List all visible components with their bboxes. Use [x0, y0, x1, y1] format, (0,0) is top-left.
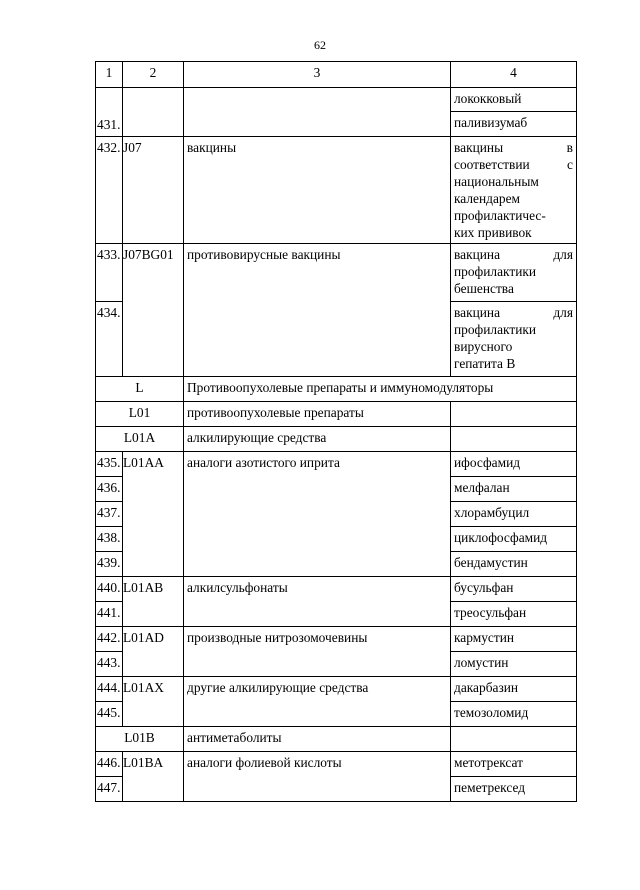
drug-text: для	[553, 247, 573, 262]
drug-cell: мелфалан	[451, 477, 577, 502]
drug-cell: паливизумаб	[451, 112, 577, 137]
section-row	[96, 727, 577, 752]
table-row	[96, 137, 577, 244]
drug-table	[95, 61, 577, 802]
drug-cell	[451, 302, 577, 377]
drug-text: гепатита В	[454, 356, 516, 371]
name-cell: противовирусные вакцины	[184, 244, 451, 377]
table-row	[96, 452, 577, 477]
drug-text: вирусного	[454, 339, 513, 354]
header-col-2: 2	[123, 62, 184, 88]
table-row	[96, 677, 577, 702]
drug-cell	[451, 137, 577, 244]
row-number-cell: 446.	[96, 752, 123, 777]
drug-text: профилактики	[454, 264, 537, 279]
drug-text: вакцина	[454, 247, 501, 262]
row-number-cell: 440.	[96, 577, 123, 602]
section-code-cell: L01A	[96, 427, 184, 452]
table-row	[96, 627, 577, 652]
row-number-label: 431.	[97, 117, 121, 132]
row-number-cell: 439.	[96, 552, 123, 577]
code-cell: L01AA	[123, 452, 184, 577]
drug-cell: дакарбазин	[451, 677, 577, 702]
drug-cell: хлорамбуцил	[451, 502, 577, 527]
drug-text: вакцины	[454, 140, 504, 155]
row-number-cell: 434.	[96, 302, 123, 377]
row-number-cell: 443.	[96, 652, 123, 677]
table-row	[96, 88, 577, 112]
section-title-cell: алкилирующие средства	[184, 427, 451, 452]
row-number-cell: 432.	[96, 137, 123, 244]
section-title-cell: антиметаболиты	[184, 727, 451, 752]
drug-text: в	[566, 140, 573, 155]
row-number-cell: 438.	[96, 527, 123, 552]
code-cell: L01AB	[123, 577, 184, 627]
code-cell: L01AX	[123, 677, 184, 727]
drug-text: национальным	[454, 174, 539, 189]
code-cell: L01AD	[123, 627, 184, 677]
drug-cell: ифосфамид	[451, 452, 577, 477]
section-code-cell: L	[96, 377, 184, 402]
table-row	[96, 244, 577, 302]
name-cell: производные нитрозомочевины	[184, 627, 451, 677]
drug-text: соответствии	[454, 157, 530, 172]
section-row	[96, 427, 577, 452]
table-header-row	[96, 62, 577, 88]
section-row	[96, 402, 577, 427]
name-cell: аналоги фолиевой кислоты	[184, 752, 451, 802]
drug-cell: кармустин	[451, 627, 577, 652]
code-cell: J07BG01	[123, 244, 184, 377]
row-number-cell: 437.	[96, 502, 123, 527]
name-cell: другие алкилирующие средства	[184, 677, 451, 727]
empty-cell	[451, 427, 577, 452]
section-row	[96, 377, 577, 402]
drug-cell: ломустин	[451, 652, 577, 677]
drug-text: ких прививок	[454, 225, 532, 240]
drug-text: календарем	[454, 191, 521, 206]
header-col-3: 3	[184, 62, 451, 88]
row-number-cell: 441.	[96, 602, 123, 627]
row-number-cell: 433.	[96, 244, 123, 302]
name-cell: аналоги азотистого иприта	[184, 452, 451, 577]
drug-cell: бусульфан	[451, 577, 577, 602]
table-row	[96, 752, 577, 777]
row-number-cell: 444.	[96, 677, 123, 702]
drug-cell: бендамустин	[451, 552, 577, 577]
drug-text: бешенства	[454, 281, 514, 296]
row-number-cell: 436.	[96, 477, 123, 502]
empty-cell	[451, 402, 577, 427]
drug-cell: метотрексат	[451, 752, 577, 777]
drug-text: вакцина	[454, 305, 501, 320]
header-col-4: 4	[451, 62, 577, 88]
row-number-cell: 447.	[96, 777, 123, 802]
drug-cell: темозоломид	[451, 702, 577, 727]
drug-text: с	[567, 157, 573, 172]
page-number: 62	[314, 38, 326, 52]
drug-cell: треосульфан	[451, 602, 577, 627]
drug-text: профилактичес-	[454, 208, 546, 223]
drug-cell: лококковый	[451, 88, 577, 112]
section-title-cell: противоопухолевые препараты	[184, 402, 451, 427]
section-code-cell: L01B	[96, 727, 184, 752]
drug-text: для	[553, 305, 573, 320]
header-col-1: 1	[96, 62, 123, 88]
name-cell: вакцины	[184, 137, 451, 244]
empty-cell	[451, 727, 577, 752]
drug-cell: циклофосфамид	[451, 527, 577, 552]
name-cell	[184, 88, 451, 137]
name-cell: алкилсульфонаты	[184, 577, 451, 627]
code-cell: L01BA	[123, 752, 184, 802]
drug-cell	[451, 244, 577, 302]
row-number-cell: 435.	[96, 452, 123, 477]
section-title-cell: Противоопухолевые препараты и иммуномодуляторы	[184, 377, 577, 402]
drug-text: профилактики	[454, 322, 537, 337]
row-number-cell: 445.	[96, 702, 123, 727]
drug-cell: пеметрексед	[451, 777, 577, 802]
code-cell: J07	[123, 137, 184, 244]
table-row	[96, 577, 577, 602]
section-code-cell: L01	[96, 402, 184, 427]
code-cell	[123, 88, 184, 137]
row-number-cell: 442.	[96, 627, 123, 652]
